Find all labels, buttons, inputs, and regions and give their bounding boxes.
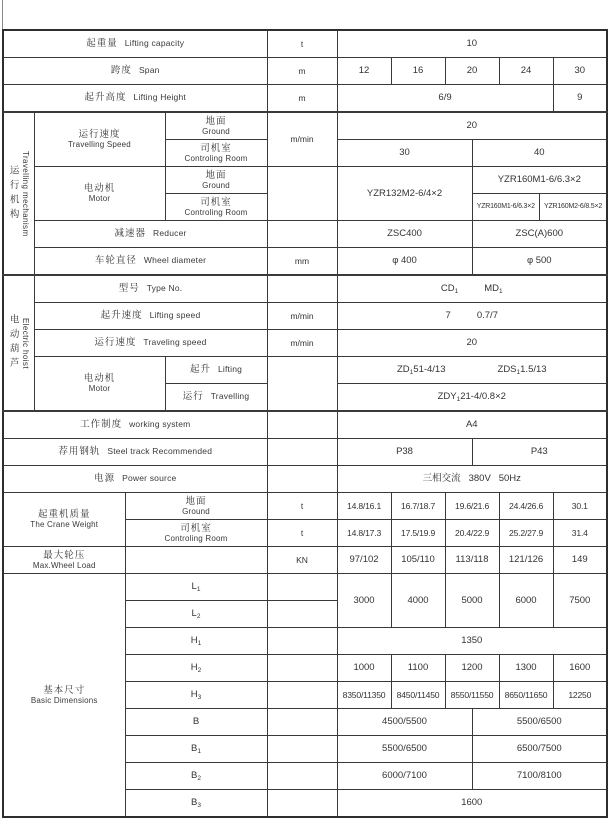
dim-l1-base: L	[191, 580, 197, 592]
speed-room-sublabel	[165, 140, 267, 167]
lifting-height-label-zh: 起升高度	[84, 92, 127, 104]
type-md-sub: 1	[499, 287, 503, 295]
dim-b1-right: 6500/7500	[472, 736, 607, 763]
crane-weight-en: The Crane Weight	[30, 520, 99, 530]
dim-b1-base: B	[191, 742, 198, 754]
speed-ground-zh: 地面	[205, 115, 227, 127]
hoist-lifting-speed-value	[337, 303, 607, 330]
dim-l-v4: 6000	[499, 574, 553, 628]
mech-motor-zh: 电动机	[83, 183, 116, 195]
lifting-capacity-unit: t	[267, 30, 337, 58]
crane-weight-ground-zh: 地面	[185, 495, 207, 507]
row-max-wheel-load	[3, 547, 607, 574]
crane-weight-ground-v2: 16.7/18.7	[391, 493, 445, 520]
lifting-height-last: 9	[553, 85, 607, 113]
reducer-label	[34, 221, 267, 248]
dim-h3-v2: 8450/11450	[391, 682, 445, 709]
electric-hoist-section-label	[3, 275, 34, 411]
steel-track-right-value: P43	[472, 439, 607, 466]
row-steel-track	[3, 439, 607, 466]
dim-h3-v3: 8550/11550	[445, 682, 499, 709]
crane-weight-ground-en: Ground	[182, 506, 210, 516]
mech-motor-top-right-value: YZR160M1-6/6.3×2	[472, 167, 607, 194]
dim-b-right: 5500/6500	[472, 709, 607, 736]
dim-l-v3: 5000	[445, 574, 499, 628]
dim-h2-v2: 1100	[391, 655, 445, 682]
dim-h2-v3: 1200	[445, 655, 499, 682]
crane-weight-ground-unit: t	[267, 493, 337, 520]
type-cd-base: CD	[440, 282, 455, 294]
max-wheel-load-label	[3, 547, 125, 574]
hoist-motor-lifting-zh: 起升	[189, 364, 211, 376]
dim-h2-sub: 2	[197, 666, 202, 674]
dim-b3-value: 1600	[337, 790, 607, 818]
span-unit: m	[267, 58, 337, 85]
basic-dimensions-zh: 基本尺寸	[43, 684, 86, 696]
electric-hoist-en: Electric hoist	[21, 317, 31, 369]
crane-weight-room-v4: 25.2/27.9	[499, 520, 553, 547]
row-span	[3, 58, 607, 85]
max-wheel-load-en: Max.Wheel Load	[32, 560, 96, 570]
dim-h1-sub: 1	[197, 639, 202, 647]
dim-h2-unit	[267, 655, 337, 682]
reducer-en: Reducer	[153, 228, 187, 239]
dim-l2-sub: 2	[196, 612, 201, 620]
dim-l1-sub: 1	[196, 585, 201, 593]
speed-ground-sublabel	[165, 112, 267, 140]
steel-track-en: Steel track Recommended	[107, 446, 213, 457]
dim-h3-base: H	[190, 688, 198, 700]
dim-h2-v1: 1000	[337, 655, 391, 682]
zdy-sub: 1	[456, 395, 461, 403]
row-crane-weight-ground	[3, 493, 607, 520]
dim-l2-unit	[267, 601, 337, 628]
crane-weight-ground-v3: 19.6/21.6	[445, 493, 499, 520]
span-value-20: 20	[445, 58, 499, 85]
dim-b1-sub: 1	[197, 747, 201, 755]
steel-track-zh: 荐用钢轨	[58, 446, 101, 458]
basic-dimensions-en: Basic Dimensions	[30, 695, 98, 705]
lifting-height-main: 6/9	[337, 85, 553, 113]
specification-table	[2, 29, 608, 818]
span-label-en: Span	[138, 65, 160, 76]
hoist-motor-lifting-en: Lifting	[217, 364, 243, 375]
row-hoist-type	[3, 275, 607, 303]
type-no-value-md	[484, 283, 502, 296]
zds-pre: ZDS	[497, 363, 517, 375]
dim-b-label	[125, 709, 267, 736]
speed-ground-en: Ground	[202, 126, 230, 136]
max-wheel-load-unit: KN	[267, 547, 337, 574]
power-source-unit	[267, 466, 337, 493]
dim-h3-v4: 8650/11650	[499, 682, 553, 709]
row-wheel-diameter	[3, 248, 607, 276]
dim-b3-unit	[267, 790, 337, 818]
dim-h1-unit	[267, 628, 337, 655]
dim-b2-right: 7100/8100	[472, 763, 607, 790]
row-dim-l1	[3, 574, 607, 601]
row-power-source	[3, 466, 607, 493]
crane-weight-room-en: Controling Room	[164, 533, 228, 543]
zdy-post: 21-4/0.8×2	[460, 390, 506, 402]
span-value-12: 12	[337, 58, 391, 85]
working-system-zh: 工作制度	[80, 419, 123, 431]
steel-track-left-value: P38	[337, 439, 472, 466]
mech-motor-unit	[267, 167, 337, 221]
lifting-height-label	[3, 85, 267, 113]
hoist-motor-label	[34, 357, 165, 412]
crane-weight-room-v3: 20.4/22.9	[445, 520, 499, 547]
speed-room-left-value: 30	[337, 140, 472, 167]
dim-b3-label	[125, 790, 267, 818]
dim-b3-sub: 3	[197, 801, 201, 809]
power-source-value: 三相交流 380V 50Hz	[337, 466, 607, 493]
mech-motor-room-en: Controling Room	[184, 207, 248, 217]
max-wheel-load-zh: 最大轮压	[43, 549, 86, 561]
mech-motor-label	[34, 167, 165, 221]
crane-weight-room-v1: 14.8/17.3	[337, 520, 391, 547]
wheel-diameter-zh: 车轮直径	[94, 255, 137, 267]
mech-motor-ground-sublabel	[165, 167, 267, 194]
row-hoist-travel-speed	[3, 330, 607, 357]
crane-weight-label	[3, 493, 125, 547]
wheel-diameter-label	[34, 248, 267, 276]
dim-h2-label	[125, 655, 267, 682]
mech-motor-ground-en: Ground	[202, 180, 230, 190]
row-mech-motor-ground	[3, 167, 607, 194]
row-hoist-lifting-speed	[3, 303, 607, 330]
dim-h3-v5: 12250	[553, 682, 607, 709]
type-no-unit	[267, 275, 337, 303]
hoist-motor-travelling-zh: 运行	[182, 391, 204, 403]
hoist-travel-speed-en: Traveling speed	[143, 337, 207, 348]
row-working-system	[3, 411, 607, 439]
row-travel-speed-ground	[3, 112, 607, 140]
type-no-label	[34, 275, 267, 303]
lifting-capacity-label-zh: 起重量	[86, 38, 118, 50]
dim-b-base: B	[192, 715, 200, 727]
crane-weight-ground-v4: 24.4/26.6	[499, 493, 553, 520]
travelling-mechanism-section-label	[3, 112, 34, 275]
lifting-height-unit: m	[267, 85, 337, 113]
hoist-motor-lifting-v2	[498, 364, 547, 377]
speed-ground-value: 20	[337, 112, 607, 140]
dim-h2-v4: 1300	[499, 655, 553, 682]
dim-l1-label	[125, 574, 267, 601]
zd-sub: 1	[409, 368, 414, 376]
type-cd-sub: 1	[454, 287, 459, 295]
hoist-travel-speed-label	[34, 330, 267, 357]
crane-weight-room-sublabel	[125, 520, 267, 547]
lifting-capacity-value: 10	[337, 30, 607, 58]
working-system-en: working system	[129, 419, 191, 430]
type-no-value	[337, 275, 607, 303]
crane-weight-room-zh: 司机室	[180, 522, 212, 534]
dim-l1-unit	[267, 574, 337, 601]
hoist-lifting-speed-zh: 起升速度	[100, 310, 143, 322]
zdy-pre: ZDY	[437, 390, 457, 402]
crane-weight-ground-v1: 14.8/16.1	[337, 493, 391, 520]
dim-b-unit	[267, 709, 337, 736]
dim-b1-left: 5500/6500	[337, 736, 472, 763]
wheel-diameter-en: Wheel diameter	[143, 255, 207, 266]
type-no-zh: 型号	[118, 283, 140, 295]
dim-l2-label	[125, 601, 267, 628]
lifting-capacity-label	[3, 30, 267, 58]
dim-h1-base: H	[190, 634, 198, 646]
max-wheel-load-v5: 149	[553, 547, 607, 574]
hoist-motor-travelling-en: Travelling	[210, 391, 250, 402]
crane-weight-room-v5: 31.4	[553, 520, 607, 547]
speed-room-zh: 司机室	[200, 142, 232, 154]
hoist-motor-travelling-sublabel	[165, 384, 267, 412]
reducer-zh: 减速器	[114, 228, 146, 240]
hoist-motor-lifting-sublabel	[165, 357, 267, 384]
dim-b2-unit	[267, 763, 337, 790]
hoist-motor-lifting-v1	[397, 364, 446, 377]
dim-b2-label	[125, 763, 267, 790]
max-wheel-load-v2: 105/110	[391, 547, 445, 574]
hoist-motor-en: Motor	[88, 384, 111, 394]
speed-room-right-value: 40	[472, 140, 607, 167]
dim-h3-sub: 3	[197, 693, 202, 701]
hoist-lifting-speed-v1: 7	[445, 310, 451, 322]
mech-motor-left-value: YZR132M2-6/4×2	[337, 167, 472, 221]
travelling-speed-zh: 运行速度	[78, 129, 121, 141]
speed-room-en: Controling Room	[184, 153, 248, 163]
dim-h1-value: 1350	[337, 628, 607, 655]
max-wheel-load-v3: 113/118	[445, 547, 499, 574]
wheel-diameter-right-value: φ 500	[472, 248, 607, 276]
hoist-lifting-speed-label	[34, 303, 267, 330]
reducer-left-value: ZSC400	[337, 221, 472, 248]
hoist-travel-speed-zh: 运行速度	[94, 337, 137, 349]
dim-l-v5: 7500	[553, 574, 607, 628]
dim-h2-v5: 1600	[553, 655, 607, 682]
mech-motor-bottom-left-value: YZR160M1-6/6.3×2	[472, 194, 540, 221]
dim-l2-base: L	[191, 607, 197, 619]
steel-track-unit	[267, 439, 337, 466]
dim-b-left: 4500/5500	[337, 709, 472, 736]
hoist-lifting-speed-en: Lifting speed	[149, 310, 201, 321]
reducer-right-value: ZSC(A)600	[472, 221, 607, 248]
dim-l-v2: 4000	[391, 574, 445, 628]
reducer-unit	[267, 221, 337, 248]
dim-h1-label	[125, 628, 267, 655]
mech-motor-ground-zh: 地面	[205, 169, 227, 181]
max-wheel-load-spacer	[125, 547, 267, 574]
lifting-height-label-en: Lifting Height	[133, 92, 186, 103]
row-reducer	[3, 221, 607, 248]
dim-b1-unit	[267, 736, 337, 763]
working-system-unit	[267, 411, 337, 439]
type-md-base: MD	[484, 282, 500, 294]
crane-weight-ground-v5: 30.1	[553, 493, 607, 520]
row-lifting-height	[3, 85, 607, 113]
span-label-zh: 跨度	[110, 65, 132, 77]
span-value-30: 30	[553, 58, 607, 85]
mech-motor-en: Motor	[88, 194, 111, 204]
hoist-travel-speed-unit: m/min	[267, 330, 337, 357]
dim-h2-base: H	[190, 661, 198, 673]
mech-motor-bottom-right-value: YZR160M2-6/8.5×2	[540, 194, 608, 221]
power-source-en: Power source	[122, 473, 177, 484]
travelling-speed-unit: m/min	[267, 112, 337, 167]
dim-h3-label	[125, 682, 267, 709]
max-wheel-load-v4: 121/126	[499, 547, 553, 574]
crane-weight-ground-sublabel	[125, 493, 267, 520]
crane-weight-zh: 起重机质量	[37, 509, 91, 521]
zds-post: 1.5/13	[520, 363, 547, 375]
hoist-motor-lifting-value	[337, 357, 607, 384]
working-system-label	[3, 411, 267, 439]
hoist-motor-unit	[267, 357, 337, 412]
steel-track-label	[3, 439, 267, 466]
mech-motor-room-zh: 司机室	[200, 196, 232, 208]
dim-b1-label	[125, 736, 267, 763]
basic-dimensions-label	[3, 574, 125, 818]
travelling-speed-en: Travelling Speed	[68, 140, 131, 150]
max-wheel-load-v1: 97/102	[337, 547, 391, 574]
dim-b2-sub: 2	[197, 774, 201, 782]
span-value-24: 24	[499, 58, 553, 85]
zds-sub: 1	[516, 368, 521, 376]
wheel-diameter-unit: mm	[267, 248, 337, 276]
dim-b3-base: B	[191, 796, 198, 808]
mech-motor-room-sublabel	[165, 194, 267, 221]
dim-b2-left: 6000/7100	[337, 763, 472, 790]
hoist-motor-travelling-value	[337, 384, 607, 412]
wheel-diameter-left-value: φ 400	[337, 248, 472, 276]
travelling-mechanism-zh: 运行机构	[7, 164, 19, 223]
power-source-zh: 电源	[94, 473, 116, 485]
span-label	[3, 58, 267, 85]
crane-weight-room-v2: 17.5/19.9	[391, 520, 445, 547]
row-hoist-motor-lifting	[3, 357, 607, 384]
row-lifting-capacity	[3, 30, 607, 58]
power-source-label	[3, 466, 267, 493]
crane-weight-room-unit: t	[267, 520, 337, 547]
travelling-speed-label	[34, 112, 165, 167]
dim-h3-unit	[267, 682, 337, 709]
dim-l-v1: 3000	[337, 574, 391, 628]
type-no-value-cd	[441, 283, 458, 296]
working-system-value: A4	[337, 411, 607, 439]
electric-hoist-zh: 电动葫芦	[7, 314, 19, 372]
hoist-lifting-speed-v2: 0.7/7	[476, 310, 498, 322]
lifting-capacity-label-en: Lifting capacity	[124, 38, 185, 49]
hoist-motor-zh: 电动机	[83, 373, 116, 385]
hoist-lifting-speed-unit: m/min	[267, 303, 337, 330]
dim-b2-base: B	[191, 769, 198, 781]
zd-pre: ZD	[396, 363, 410, 375]
type-no-en: Type No.	[146, 283, 183, 294]
zd-post: 51-4/13	[413, 363, 446, 375]
span-value-16: 16	[391, 58, 445, 85]
dim-h3-v1: 8350/11350	[337, 682, 391, 709]
travelling-mechanism-en: Travelling mechanism	[21, 150, 31, 237]
hoist-travel-speed-value: 20	[337, 330, 607, 357]
